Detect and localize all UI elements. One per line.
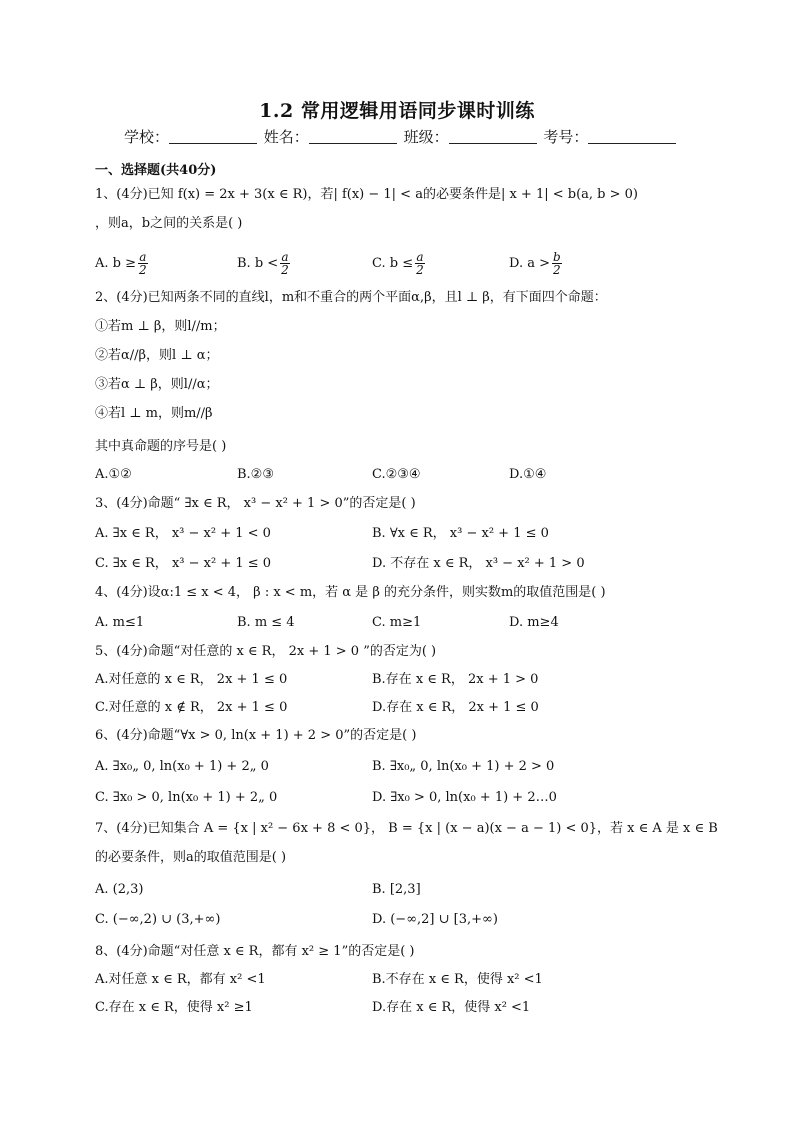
q5-option-d: D.存在 x ∈ R， 2x + 1 ≤ 0 [372, 700, 539, 715]
section-title: 一、选择题(共40分) [95, 163, 217, 178]
q8-line-1: 8、(4分)命题“对任意 x ∈ R，都有 x² ≥ 1”的否定是( ) [95, 944, 415, 959]
q7-option-a: A. (2,3) [95, 882, 144, 897]
q3-option-d: D. 不存在 x ∈ R， x³ − x² + 1 > 0 [372, 556, 585, 571]
class-blank [449, 128, 537, 144]
q2-line-4: ③若α ⊥ β，则l//α； [95, 377, 219, 392]
q7-option-c: C. (−∞,2) ∪ (3,+∞) [95, 912, 221, 927]
q4-option-b: B. m ≤ 4 [237, 615, 295, 630]
q6-option-c: C. ∃x₀ > 0, ln(x₀ + 1) + 2„ 0 [95, 790, 278, 805]
q5-line-1: 5、(4分)命题“对任意的 x ∈ R， 2x + 1 > 0 ”的否定为( ) [95, 644, 437, 659]
name-blank [309, 128, 397, 144]
q7-line-1: 7、(4分)已知集合 A = {x | x² − 6x + 8 < 0}， B = {x | (x − a)(x − a − 1) < 0}，若 x ∈ A 是 x ∈ B [95, 821, 718, 836]
q2-line-6: 其中真命题的序号是( ) [95, 439, 227, 454]
q3-option-a: A. ∃x ∈ R， x³ − x² + 1 < 0 [95, 526, 271, 541]
q6-option-d: D. ∃x₀ > 0, ln(x₀ + 1) + 2…0 [372, 790, 557, 805]
class-label: 班级： [403, 128, 449, 146]
student-info-line [124, 126, 684, 147]
q1-option-c: C. b ≤ $\frac{a}{2}$ [372, 250, 424, 277]
q2-option-d: D.①④ [509, 467, 547, 482]
q1-option-b: B. b < $\frac{a}{2}$ [237, 250, 289, 277]
q8-option-a: A.对任意 x ∈ R，都有 x² <1 [95, 972, 266, 987]
q7-line-2: 的必要条件，则a的取值范围是( ) [95, 850, 287, 865]
q8-option-c: C.存在 x ∈ R，使得 x² ≥1 [95, 1000, 253, 1015]
q6-option-b: B. ∃x₀„ 0, ln(x₀ + 1) + 2 > 0 [372, 759, 555, 774]
q2-option-c: C.②③④ [372, 467, 421, 482]
q5-option-a: A.对任意的 x ∈ R， 2x + 1 ≤ 0 [95, 672, 288, 687]
q2-line-5: ④若l ⊥ m，则m//β [95, 406, 213, 421]
q4-line-1: 4、(4分)设α:1 ≤ x < 4， β : x < m，若 α 是 β 的充分条件，则实数m的取值范围是( ) [95, 585, 606, 600]
q6-line-1: 6、(4分)命题“∀x > 0, ln(x + 1) + 2 > 0”的否定是( ) [95, 728, 417, 743]
q2-line-3: ②若α//β，则l ⊥ α； [95, 348, 219, 363]
q2-option-a: A.①② [95, 467, 132, 482]
name-label: 姓名： [263, 128, 309, 146]
q3-option-b: B. ∀x ∈ R， x³ − x² + 1 ≤ 0 [372, 526, 549, 541]
page-title: 1.2 常用逻辑用语同步课时训练 [259, 100, 535, 122]
q4-option-c: C. m≥1 [372, 615, 422, 630]
q8-option-b: B.不存在 x ∈ R，使得 x² <1 [372, 972, 543, 987]
q4-option-d: D. m≥4 [509, 615, 559, 630]
exam-number-label: 考号： [543, 128, 589, 146]
q3-line-1: 3、(4分)命题“ ∃x ∈ R， x³ − x² + 1 > 0”的否定是( ) [95, 496, 416, 511]
q6-option-a: A. ∃x₀„ 0, ln(x₀ + 1) + 2„ 0 [95, 759, 269, 774]
q7-option-b: B. [2,3] [372, 882, 421, 897]
exam-number-blank [588, 128, 676, 144]
school-blank [169, 128, 257, 144]
q1-option-a: A. b ≥ $\frac{a}{2}$ [95, 250, 147, 277]
q5-option-b: B.存在 x ∈ R， 2x + 1 > 0 [372, 672, 539, 687]
q4-option-a: A. m≤1 [95, 615, 145, 630]
q2-line-2: ①若m ⊥ β，则l//m； [95, 319, 226, 334]
q1-line-2: ，则a，b之间的关系是( ) [95, 216, 243, 231]
q7-option-d: D. (−∞,2] ∪ [3,+∞) [372, 912, 498, 927]
school-label: 学校： [124, 128, 170, 146]
q2-option-b: B.②③ [237, 467, 274, 482]
q2-line-1: 2、(4分)已知两条不同的直线l，m和不重合的两个平面α,β，且l ⊥ β，有下面四个命题： [95, 290, 607, 305]
q1-line-1: 1、(4分)已知 f(x) = 2x + 3(x ∈ R)，若| f(x) − 1| < a的必要条件是| x + 1| < b(a, b > 0) [95, 187, 638, 202]
q3-option-c: C. ∃x ∈ R， x³ − x² + 1 ≤ 0 [95, 556, 272, 571]
q1-option-d: D. a > $\frac{b}{2}$ [509, 250, 561, 277]
q5-option-c: C.对任意的 x ∉ R， 2x + 1 ≤ 0 [95, 700, 288, 715]
q8-option-d: D.存在 x ∈ R，使得 x² <1 [372, 1000, 531, 1015]
